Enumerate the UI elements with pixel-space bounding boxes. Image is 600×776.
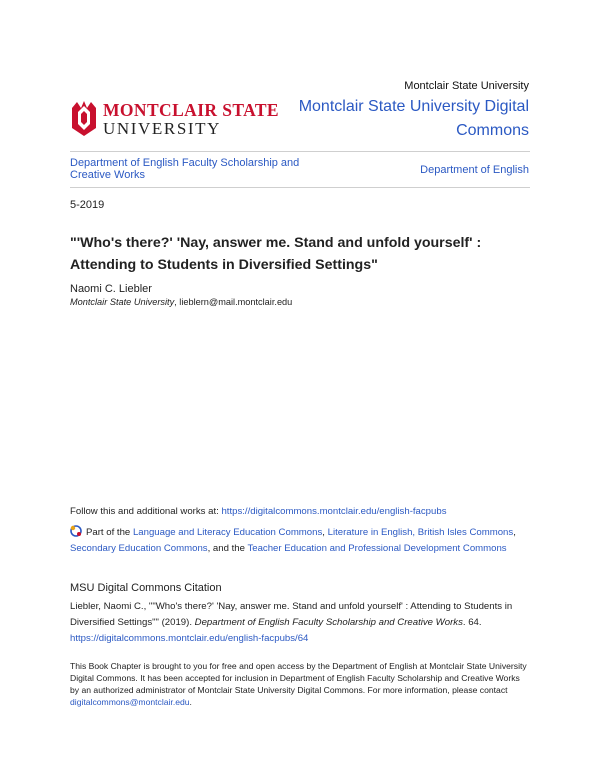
citation-text: Liebler, Naomi C., ""Who's there?' 'Nay, answer me. Stand and unfold yourself' : Attending to Students in Diversified Settings"" (2019). <box>70 601 513 628</box>
part-of-prefix: Part of the <box>86 527 133 538</box>
part-of-sep2: , <box>513 527 516 538</box>
access-statement-text: This Book Chapter is brought to you for free and open access by the Department of English at Montclair State University Digital Commons. It has been accepted for inclusion in Department of English Faculty Scholarship and Creative Works by an authorized administrator of Montclair State University Digital Commons. For more information, please contact <box>70 661 527 695</box>
contact-email-link[interactable]: digitalcommons@montclair.edu <box>70 697 190 707</box>
publication-date: 5-2019 <box>70 199 105 211</box>
logo-wordmark-line1: MONTCLAIR STATE <box>103 100 280 120</box>
part-of-sep3: , and the <box>207 543 248 554</box>
institution-label: Montclair State University <box>404 80 529 92</box>
citation-url-link[interactable]: https://digitalcommons.montclair.edu/english-facpubs/64 <box>70 633 309 644</box>
commons-link-literature[interactable]: Literature in English, British Isles Commons <box>327 527 514 538</box>
author-name: Naomi C. Liebler <box>70 283 152 295</box>
citation-heading: MSU Digital Commons Citation <box>70 582 222 594</box>
network-commons-icon <box>70 525 82 537</box>
logo-emblem-icon <box>70 100 98 136</box>
follow-line <box>70 504 447 520</box>
commons-link-language[interactable]: Language and Literacy Education Commons <box>132 527 323 538</box>
divider-bottom <box>70 187 530 188</box>
affiliation-name: Montclair State University <box>70 297 175 307</box>
citation-series: Department of English Faculty Scholarship and Creative Works <box>194 617 463 628</box>
document-title: "'Who's there?' 'Nay, answer me. Stand and unfold yourself' : Attending to Students in Diversified Settings" <box>70 235 482 273</box>
citation-number: . 64. <box>462 617 482 628</box>
divider-top <box>70 151 530 152</box>
part-of-sep1: , <box>322 527 328 538</box>
commons-link-teacher[interactable]: Teacher Education and Professional Development Commons <box>247 543 507 554</box>
commons-link-secondary[interactable]: Secondary Education Commons <box>70 543 208 554</box>
part-of-line <box>70 525 540 557</box>
access-statement <box>70 660 530 708</box>
affiliation-separator: , <box>174 297 180 307</box>
follow-prefix: Follow this and additional works at: <box>70 506 222 517</box>
repository-title-link[interactable]: Montclair State University Digital Commons <box>298 98 529 139</box>
follow-url-link[interactable]: https://digitalcommons.montclair.edu/english-facpubs <box>221 506 447 517</box>
author-email: lieblern@mail.montclair.edu <box>179 297 293 307</box>
citation-body <box>70 599 540 647</box>
series-link[interactable]: Department of English Faculty Scholarship and Creative Works <box>70 157 300 181</box>
logo-wordmark-line2: UNIVERSITY <box>103 119 221 138</box>
access-statement-end: . <box>189 697 192 707</box>
department-link[interactable]: Department of English <box>420 164 529 176</box>
author-affiliation <box>70 297 292 307</box>
